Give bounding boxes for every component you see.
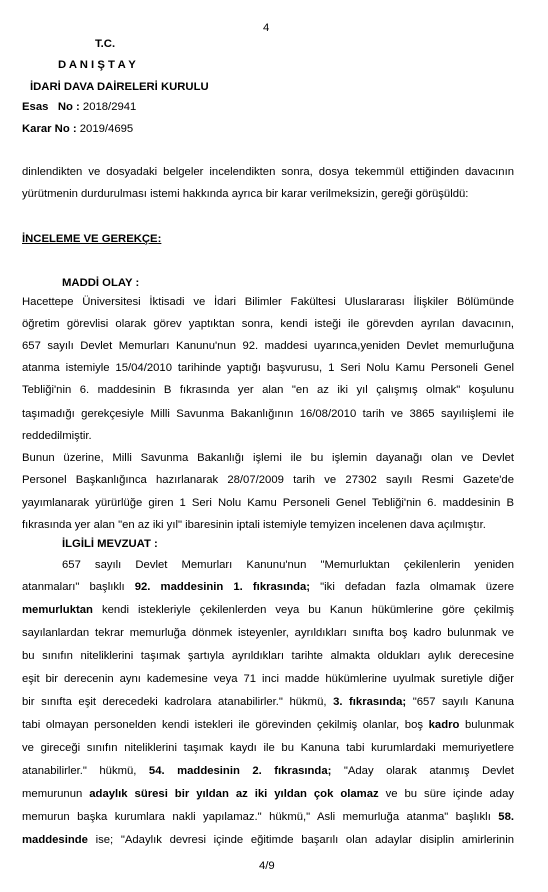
text-segment: kendi istekleriyle çekilenlerden veya bu Kanun hükümlerine göre çekilmiş <box>92 604 514 616</box>
maddi-olay-title: MADDİ OLAY : <box>62 277 140 289</box>
page-footer: 4/9 <box>259 860 275 872</box>
page-top-number: 4 <box>263 22 270 34</box>
text-segment: "657 sayılı Kanuna <box>406 696 514 708</box>
ilgili-mevzuat-line <box>22 581 514 593</box>
intro-line: yürütmenin durdurulması istemi hakkında ayrıca bir karar verilmeksizin, gereği görüşüldü: <box>22 188 469 200</box>
text-segment: bulunmak <box>459 719 514 731</box>
text-segment: memurunun <box>22 788 90 800</box>
text-segment: bir sınıfta eşit derecedeki kadrolara atanabilirler." hükmü, <box>22 696 334 708</box>
ilgili-mevzuat-line <box>22 788 514 800</box>
ilgili-mevzuat-line <box>22 811 514 823</box>
text-segment: ve gireceği sınıfın niteliklerini taşımak kaydı ile bu Kanuna tabi kurumlardaki memuriyetlere <box>22 742 514 754</box>
ilgili-mevzuat-line <box>22 627 514 639</box>
text-segment: ve bu süre içinde aday <box>378 788 514 800</box>
maddi-olay-line: yayımlanarak yürürlüğe giren 1 Seri Nolu Kamu Personeli Genel Tebliği'nin 6. maddesinin B <box>22 497 514 509</box>
text-segment: 657 sayılı Devlet Memurları Kanunu'nun "Memurluktan çekilenlerin yeniden <box>62 559 514 571</box>
maddi-olay-line: Hacettepe Üniversitesi İktisadi ve İdari Bilimler Fakültesi Uluslararası İlişkiler Bölümünde <box>22 296 514 308</box>
text-segment: "Aday olarak atanmış Devlet <box>331 765 514 777</box>
text-segment: eşit bir derecenin aynı kademesine veya 71 inci madde hükümlerine uyulmak suretiyle diğer <box>22 673 514 685</box>
maddi-olay-line: taşımadığı gerekçesiyle Milli Savunma Bakanlığının 16/08/2010 tarih ve 3865 sayılıişlemi ile <box>22 408 514 420</box>
text-segment: bu sınıfın niteliklerini taşımak şartıyla ayrıldıkları tarihte almakta oldukları aylık derecesine <box>22 650 514 662</box>
bold-text-segment: 54. maddesinin 2. fıkrasında; <box>148 765 332 777</box>
ilgili-mevzuat-line <box>22 765 514 777</box>
text-segment: "iki defadan fazla olmamak üzere <box>310 581 514 593</box>
header-kurul: İDARİ DAVA DAİRELERİ KURULU <box>30 81 209 93</box>
text-segment: sayılanlardan tekrar memurluğa dönmek isteyenler, ayrıldıkları sınıfta boş kadro bulunmak ve <box>22 627 514 639</box>
maddi-olay-line: fıkrasında yer alan "en az iki yıl" ibaresinin iptali istemiyle temyizen incelenen dava açılmıştır. <box>22 519 486 531</box>
header-danistay: D A N I Ş T A Y <box>58 59 136 71</box>
maddi-olay-line: öğretim görevlisi olarak görev yaptıktan sonra, kendi isteği ile görevden ayrılan davacının, <box>22 318 514 330</box>
karar-value: 2019/4695 <box>79 123 134 135</box>
bold-text-segment: adaylık süresi bir yıldan az iki yıldan çok olamaz <box>89 788 379 800</box>
esas-row <box>22 101 136 113</box>
bold-text-segment: kadro <box>428 719 460 731</box>
maddi-olay-line: atanma istemiyle 15/04/2010 tarihinde yaptığı başvurusu, 1 Seri Nolu Kamu Personeli Genel <box>22 362 514 374</box>
esas-no-label: No : <box>57 101 80 113</box>
esas-label: Esas <box>22 101 49 113</box>
text-segment: atanabilirler." hükmü, <box>22 765 149 777</box>
text-segment: tabi olmayan personelden kendi istekleri ile görevinden çekilmiş olanlar, boş <box>22 719 429 731</box>
ilgili-mevzuat-line <box>62 559 514 571</box>
maddi-olay-line: 657 sayılı Devlet Memurları Kanunu'nun 92. maddesi uyarınca,yeniden Devlet memurluğuna <box>22 340 514 352</box>
ilgili-mevzuat-line <box>22 673 514 685</box>
text-segment: memurun başka kurumlara nakli yapılamaz." hükmü," Asli memurluğa atanma" başlıklı <box>22 811 499 823</box>
ilgili-mevzuat-line <box>22 604 514 616</box>
bold-text-segment: 3. fıkrasında; <box>333 696 407 708</box>
ilgili-mevzuat-line <box>22 719 514 731</box>
ilgili-mevzuat-line <box>22 742 514 754</box>
esas-value: 2018/2941 <box>82 101 137 113</box>
maddi-olay-line: Bunun üzerine, Milli Savunma Bakanlığı işlemi ile bu işlemin dayanağı olan ve Devlet <box>22 452 514 464</box>
ilgili-mevzuat-line <box>22 650 514 662</box>
text-segment: ise; "Adaylık devresi içinde eğitimde başarılı olan adaylar disiplin amirlerinin <box>87 834 514 846</box>
bold-text-segment: 58. <box>498 811 514 823</box>
header-tc: T.C. <box>95 38 116 50</box>
maddi-olay-line: Tebliği'nin 6. maddesinin B fıkrasında yer alan "en az iki yıl çalışmış olmak" koşulunu <box>22 384 514 396</box>
ilgili-mevzuat-line <box>22 696 514 708</box>
intro-line: dinlendikten ve dosyadaki belgeler incelendikten sonra, dosya tekemmül ettiğinden davacının <box>22 166 514 178</box>
maddi-olay-line: Personel Başkanlığınca hazırlanarak 28/07/2009 tarih ve 27302 sayılı Resmi Gazete'de <box>22 474 514 486</box>
ilgili-mevzuat-title: İLGİLİ MEVZUAT : <box>62 538 158 550</box>
section-title: İNCELEME VE GEREKÇE: <box>22 233 162 245</box>
bold-text-segment: maddesinde <box>22 834 88 846</box>
karar-label: Karar No : <box>22 123 77 135</box>
karar-row <box>22 123 133 135</box>
maddi-olay-line: reddedilmiştir. <box>22 430 92 442</box>
ilgili-mevzuat-line <box>22 834 514 846</box>
bold-text-segment: 92. maddesinin 1. fıkrasında; <box>134 581 311 593</box>
bold-text-segment: memurluktan <box>22 604 93 616</box>
text-segment: atanmaları" başlıklı <box>22 581 135 593</box>
